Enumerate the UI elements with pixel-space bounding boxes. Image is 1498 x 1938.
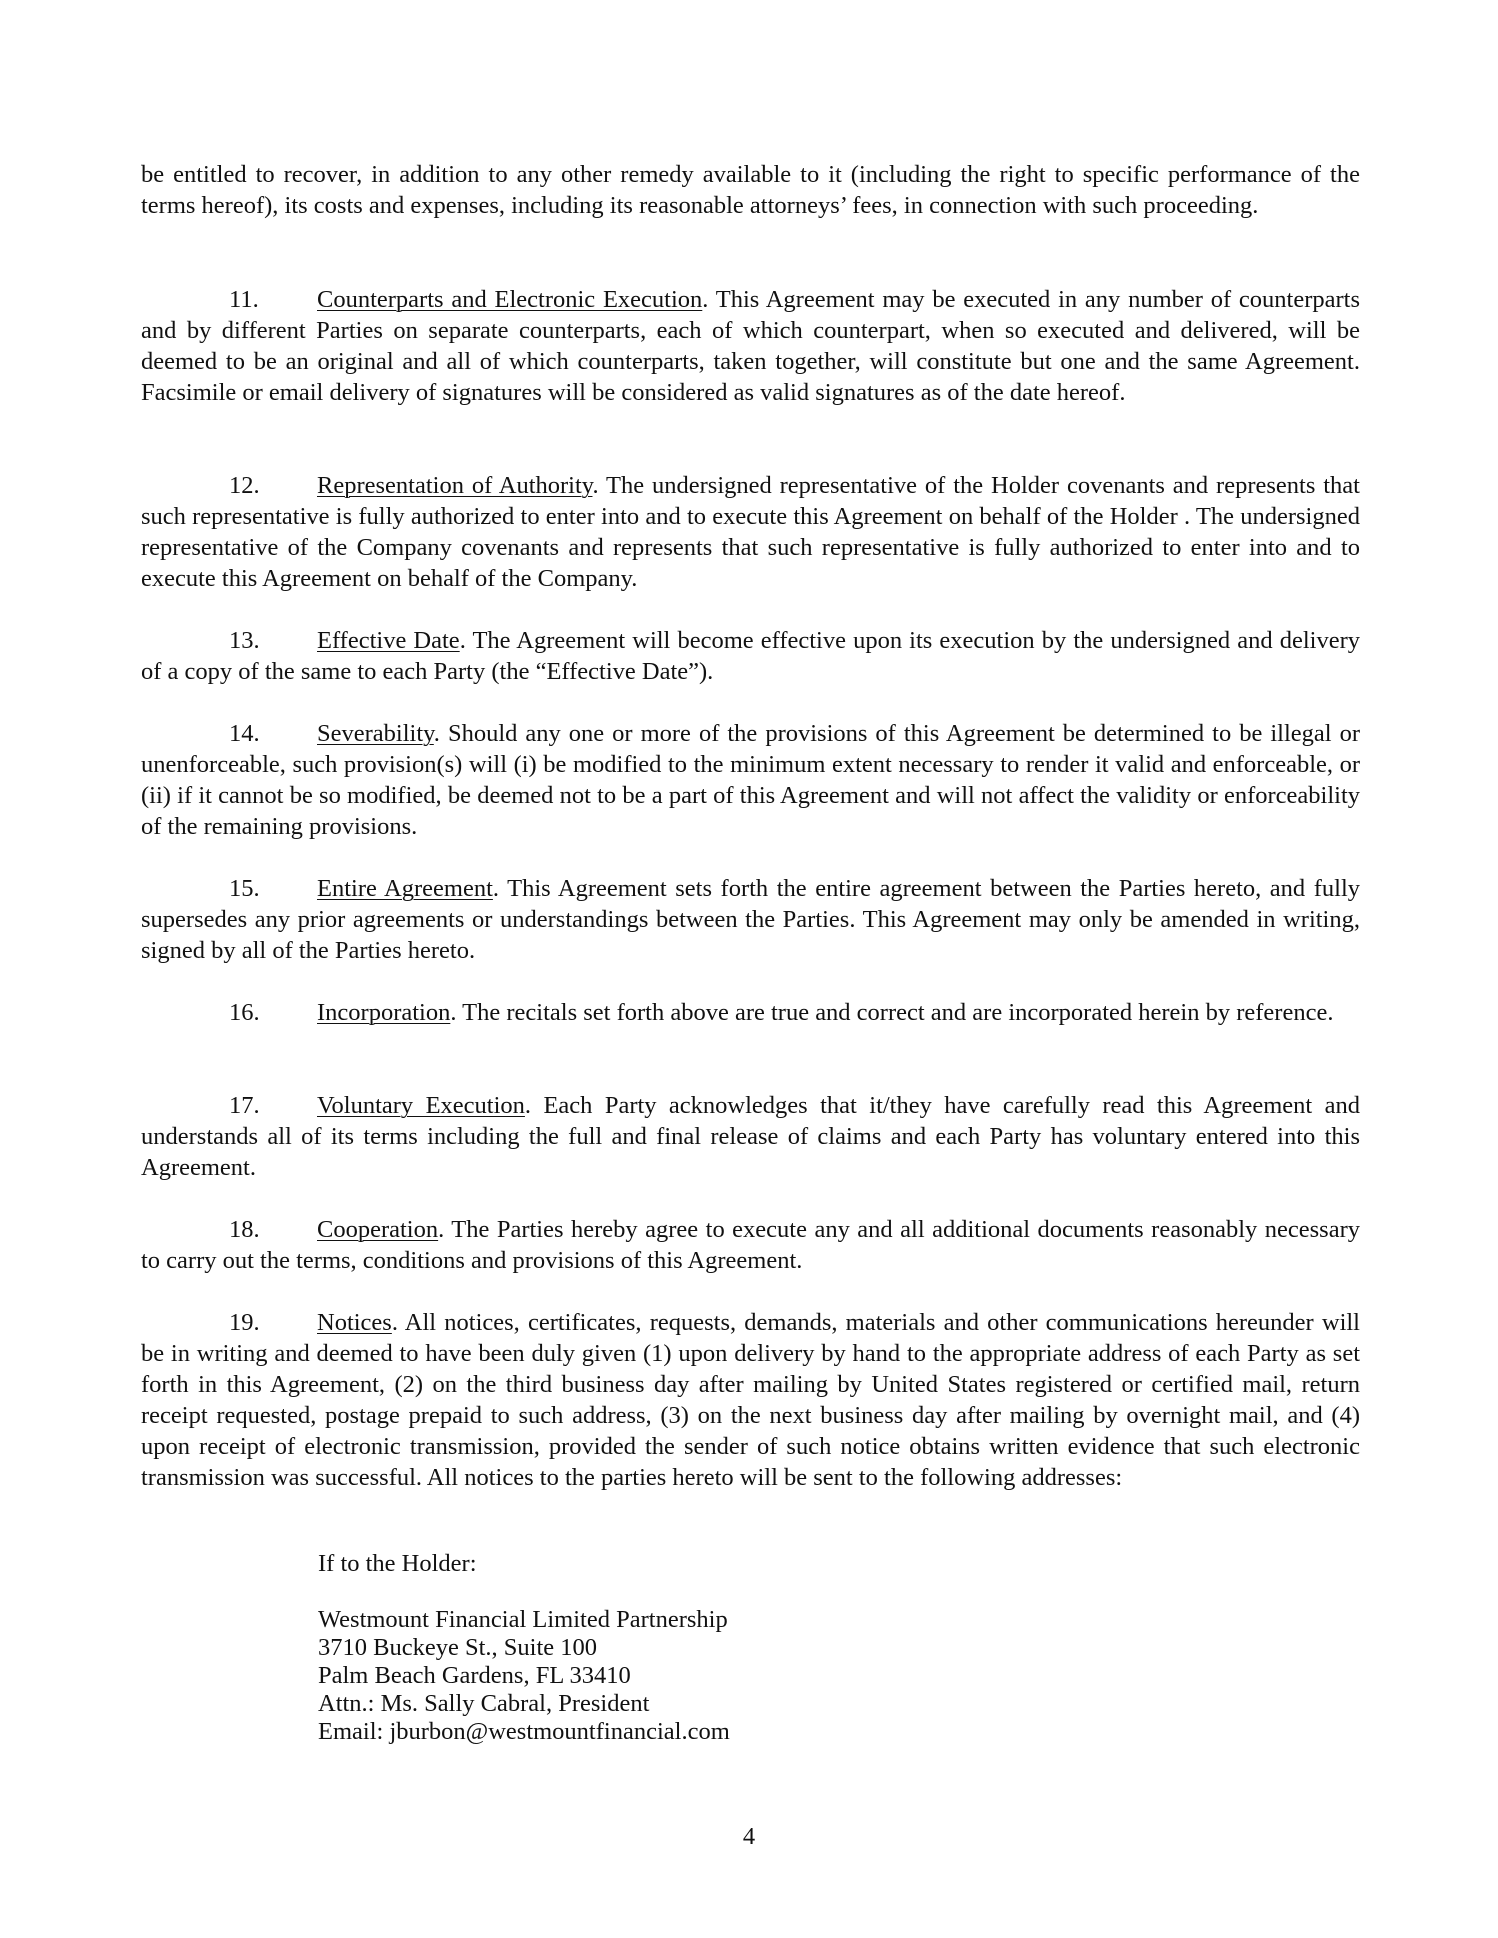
section-16	[141, 997, 1360, 1028]
section-18	[141, 1214, 1360, 1276]
section-heading: Notices	[317, 1309, 392, 1336]
section-heading: Severability	[317, 720, 434, 747]
address-line-street: 3710 Buckeye St., Suite 100	[318, 1634, 598, 1661]
section-number: 16.	[229, 999, 260, 1026]
section-heading: Effective Date	[317, 627, 460, 654]
address-line-email: Email: jburbon@westmountfinancial.com	[318, 1718, 730, 1745]
section-19	[141, 1307, 1360, 1493]
intro-paragraph	[141, 159, 1360, 221]
section-body: . Should any one or more of the provisions of this Agreement be determined to be illegal or unenforceable, such provision(s) will (i) be modified to the minimum extent necessary to render it valid and enforceable, or (ii) if it cannot be so modified, be deemed not to be a part of this Agreement and will not affect the validity or enforceability of the remaining provisions.	[141, 720, 1360, 840]
address-line-attention: Attn.: Ms. Sally Cabral, President	[318, 1690, 650, 1717]
section-body: . The recitals set forth above are true and correct and are incorporated herein by reference.	[450, 999, 1334, 1026]
notice-address-block	[318, 1606, 730, 1746]
section-body: . The Parties hereby agree to execute any and all additional documents reasonably necessary to carry out the terms, conditions and provisions of this Agreement.	[141, 1216, 1360, 1274]
section-heading: Cooperation	[317, 1216, 439, 1243]
section-body: . Each Party acknowledges that it/they have carefully read this Agreement and understands all of its terms including the full and final release of claims and each Party has voluntary entered into this Agreement.	[141, 1092, 1360, 1181]
section-number: 12.	[229, 472, 260, 499]
section-body: . All notices, certificates, requests, demands, materials and other communications hereunder will be in writing and deemed to have been duly given (1) upon delivery by hand to the appropriate address of each Party as set forth in this Agreement, (2) on the third business day after mailing by United States registered or certified mail, return receipt requested, postage prepaid to such address, (3) on the next business day after mailing by overnight mail, and (4) upon receipt of electronic transmission, provided the sender of such notice obtains written evidence that such electronic transmission was successful. All notices to the parties hereto will be sent to the following addresses:	[141, 1309, 1360, 1491]
section-17	[141, 1090, 1360, 1183]
notice-recipient-label: If to the Holder:	[318, 1550, 477, 1577]
section-heading: Voluntary Execution	[317, 1092, 525, 1119]
section-body: . The undersigned representative of the Holder covenants and represents that such representative is fully authorized to enter into and to execute this Agreement on behalf of the Holder . The undersigned representative of the Company covenants and represents that such representative is fully authorized to enter into and to execute this Agreement on behalf of the Company.	[141, 472, 1360, 592]
section-number: 11.	[229, 286, 259, 313]
section-heading: Incorporation	[317, 999, 451, 1026]
section-heading: Counterparts and Electronic Execution	[317, 286, 703, 313]
section-number: 18.	[229, 1216, 260, 1243]
section-number: 19.	[229, 1309, 260, 1336]
section-14	[141, 718, 1360, 842]
page-number: 4	[742, 1823, 756, 1850]
section-11	[141, 284, 1360, 408]
section-13	[141, 625, 1360, 687]
section-body: . The Agreement will become effective upon its execution by the undersigned and delivery of a copy of the same to each Party (the “Effective Date”).	[141, 627, 1361, 685]
section-number: 13.	[229, 627, 260, 654]
address-line-city: Palm Beach Gardens, FL 33410	[318, 1662, 631, 1689]
section-15	[141, 873, 1360, 966]
section-heading: Representation of Authority	[317, 472, 593, 499]
section-number: 14.	[229, 720, 260, 747]
section-body: . This Agreement may be executed in any number of counterparts and by different Parties on separate counterparts, each of which counterpart, when so executed and delivered, will be deemed to be an original and all of which counterparts, taken together, will constitute but one and the same Agreement. Facsimile or email delivery of signatures will be considered as valid signatures as of the date hereof.	[141, 286, 1360, 406]
section-heading: Entire Agreement	[317, 875, 493, 902]
address-line-company: Westmount Financial Limited Partnership	[318, 1606, 728, 1633]
section-body: . This Agreement sets forth the entire agreement between the Parties hereto, and fully supersedes any prior agreements or understandings between the Parties. This Agreement may only be amended in writing, signed by all of the Parties hereto.	[141, 875, 1361, 964]
section-number: 15.	[229, 875, 260, 902]
section-12	[141, 470, 1360, 594]
section-number: 17.	[229, 1092, 260, 1119]
intro-text: be entitled to recover, in addition to any other remedy available to it (including the right to specific performance of the terms hereof), its costs and expenses, including its reasonable attorneys’ fees, in connection with such proceeding.	[141, 161, 1360, 219]
